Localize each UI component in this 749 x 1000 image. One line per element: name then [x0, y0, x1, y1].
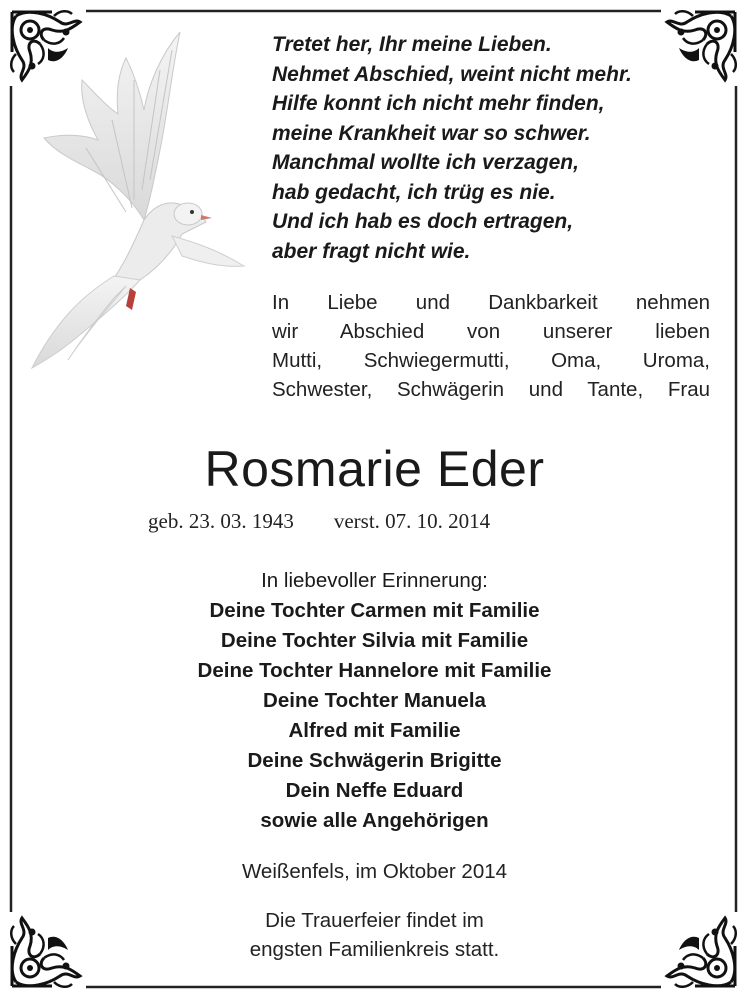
poem-line: meine Krankheit war so schwer.	[272, 121, 591, 145]
white-dove-image	[22, 30, 254, 375]
poem-line: Tretet her, Ihr meine Lieben.	[272, 33, 552, 56]
poem-line: aber fragt nicht wie.	[272, 239, 471, 263]
mourner-name: Alfred mit Familie	[288, 719, 461, 742]
mourner-name: Deine Tochter Manuela	[263, 689, 486, 712]
poem-line: Manchmal wollte ich verzagen,	[272, 151, 579, 174]
poem-block	[272, 30, 722, 266]
mourner-name: Dein Neffe Eduard	[285, 779, 464, 802]
service-line: engsten Familienkreis statt.	[249, 938, 500, 961]
poem-line: hab gedacht, ich trüg es nie.	[272, 180, 556, 204]
intro-line: In Liebe und Dankbarkeit nehmen	[272, 291, 710, 314]
mourner-name: Deine Tochter Hannelore mit Familie	[197, 659, 552, 682]
birth-date: geb. 23. 03. 1943	[148, 509, 294, 533]
mourners-lead: In liebevoller Erinnerung:	[261, 569, 488, 592]
service-line: Die Trauerfeier findet im	[265, 909, 484, 932]
intro-line: Schwester, Schwägerin und Tante, Frau	[272, 378, 710, 401]
poem-line: Und ich hab es doch ertragen,	[272, 210, 574, 233]
intro-text	[272, 288, 710, 404]
mourner-name: Deine Tochter Carmen mit Familie	[209, 599, 540, 622]
death-date: verst. 07. 10. 2014	[333, 509, 491, 533]
mourner-name: Deine Tochter Silvia mit Familie	[220, 629, 529, 652]
poem-line: Nehmet Abschied, weint nicht mehr.	[272, 62, 632, 86]
deceased-name: Rosmarie Eder	[204, 441, 545, 497]
mourners-list	[0, 566, 749, 836]
intro-line: wir Abschied von unserer lieben	[272, 320, 710, 343]
mourner-name: sowie alle Angehörigen	[260, 809, 489, 832]
mourner-name: Deine Schwägerin Brigitte	[247, 749, 502, 772]
service-note	[0, 906, 749, 964]
intro-line: Mutti, Schwiegermutti, Oma, Uroma,	[272, 349, 710, 372]
place-date: Weißenfels, im Oktober 2014	[241, 860, 508, 883]
poem-line: Hilfe konnt ich nicht mehr finden,	[272, 92, 605, 115]
life-dates	[148, 509, 490, 534]
